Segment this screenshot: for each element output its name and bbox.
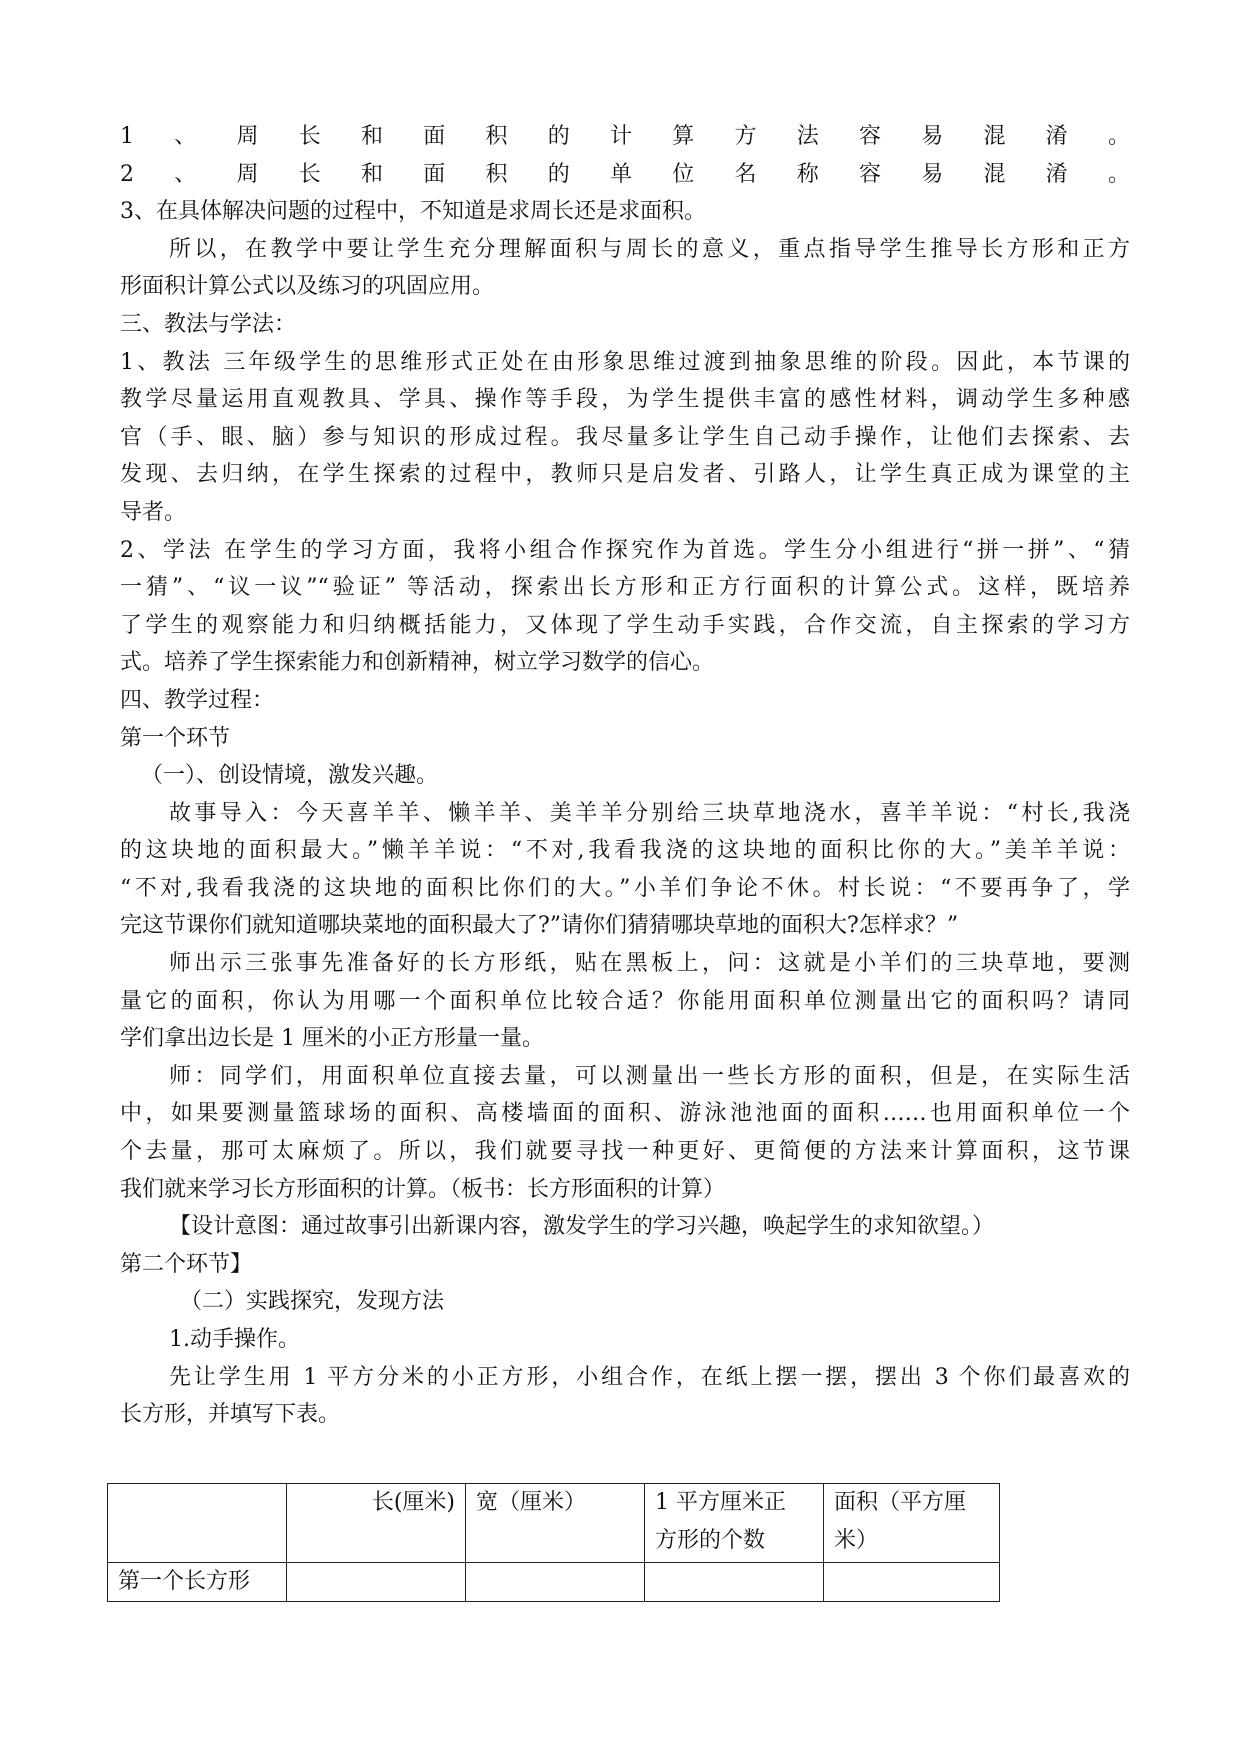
text-line: 所以，在教学中要让学生充分理解面积与周长的意义，重点指导学生推导长方形和正方 xyxy=(169,236,1130,262)
text-line: 形面积计算公式以及练习的巩固应用。 xyxy=(120,274,495,300)
text-line: 了学生的观察能力和归纳概括能力，又体现了学生动手实践，合作交流，自主探索的学习方 xyxy=(120,612,1130,638)
table-cell[interactable] xyxy=(287,1563,466,1602)
text-line: 学们拿出边长是 1 厘米的小正方形量一量。 xyxy=(120,1026,544,1052)
subsection-heading: 第二个环节】 xyxy=(120,1251,253,1277)
table-row xyxy=(108,1563,1000,1602)
rectangle-data-table xyxy=(107,1483,1000,1602)
text-line: 的这块地的面积最大。”懒羊羊说：“不对,我看我浇的这块地的面积比你的大。”美羊羊说： xyxy=(120,838,1130,864)
table-header-cell: 长(厘米) xyxy=(287,1484,466,1563)
text-line: 教学尽量运用直观教具、学具、操作等手段，为学生提供丰富的感性材料，调动学生多种感 xyxy=(120,387,1130,413)
text-line: “不对,我看我浇的这块地的面积比你们的大。”小羊们争论不休。村长说：“不要再争了，学 xyxy=(120,875,1130,901)
table-cell[interactable] xyxy=(645,1563,824,1602)
text-line: 长方形，并填写下表。 xyxy=(120,1402,341,1428)
table-cell[interactable] xyxy=(824,1563,1000,1602)
text-line: 个去量，那可太麻烦了。所以，我们就要寻找一种更好、更简便的方法来计算面积，这节课 xyxy=(120,1139,1130,1165)
table-cell: 第一个长方形 xyxy=(108,1563,287,1602)
text-line: 完这节课你们就知道哪块菜地的面积最大了?”请你们猜猜哪块草地的面积大?怎样求？” xyxy=(120,913,959,939)
subsection-heading: 第一个环节 xyxy=(120,725,231,751)
text-line: 导者。 xyxy=(120,499,187,525)
text-line: 式。培养了学生探索能力和创新精神，树立学习数学的信心。 xyxy=(120,650,715,676)
section-heading: 四、教学过程： xyxy=(120,687,275,713)
step-heading: 1.动手操作。 xyxy=(169,1327,300,1352)
text-line: 师：同学们，用面积单位直接去量，可以测量出一些长方形的面积，但是，在实际生活 xyxy=(169,1063,1130,1089)
text-line: 一猜”、“议一议”“验证” 等活动，探索出长方形和正方行面积的计算公式。这样，既培养 xyxy=(120,575,1130,601)
design-intent-note: 【设计意图：通过故事引出新课内容，激发学生的学习兴趣，唤起学生的求知欲望。） xyxy=(169,1214,995,1240)
table-header-cell: 面积（平方厘 米） xyxy=(824,1484,1000,1563)
table-header-cell xyxy=(108,1484,287,1563)
text-line: 发现、去归纳，在学生探索的过程中，教师只是启发者、引路人，让学生真正成为课堂的主 xyxy=(120,462,1130,488)
text-line: 3、在具体解决问题的过程中，不知道是求周长还是求面积。 xyxy=(120,199,706,225)
document-body xyxy=(120,118,1130,1434)
subsection-heading: （一）、创设情境，激发兴趣。 xyxy=(141,763,439,789)
text-line: 1、周长和面积的计算方法容易混淆。 xyxy=(120,124,1130,149)
text-line: 1、教法 三年级学生的思维形式正处在由形象思维过渡到抽象思维的阶段。因此，本节课的 xyxy=(120,349,1130,375)
text-line: 2、学法 在学生的学习方面，我将小组合作探究作为首选。学生分小组进行“拼一拼”、“猜 xyxy=(120,537,1130,563)
text-line: 量它的面积，你认为用哪一个面积单位比较合适？你能用面积单位测量出它的面积吗？请同 xyxy=(120,988,1130,1014)
text-line: 我们就来学习长方形面积的计算。（板书：长方形面积的计算） xyxy=(120,1176,726,1202)
text-line: 故事导入：今天喜羊羊、懒羊羊、美羊羊分别给三块草地浇水，喜羊羊说：“村长,我浇 xyxy=(169,800,1130,826)
text-line: 师出示三张事先准备好的长方形纸，贴在黑板上，问：这就是小羊们的三块草地，要测 xyxy=(169,951,1130,977)
text-line: 2、周长和面积的单位名称容易混淆。 xyxy=(120,161,1130,187)
table-header-row xyxy=(108,1484,1000,1563)
table-cell[interactable] xyxy=(466,1563,645,1602)
section-heading: 三、教法与学法： xyxy=(120,311,297,337)
text-line: 官（手、眼、脑）参与知识的形成过程。我尽量多让学生自己动手操作，让他们去探索、去 xyxy=(120,424,1130,450)
text-line: 先让学生用 1 平方分米的小正方形，小组合作，在纸上摆一摆，摆出 3 个你们最喜欢的 xyxy=(169,1364,1130,1390)
table-header-cell: 1 平方厘米正 方形的个数 xyxy=(645,1484,824,1563)
table-header-cell: 宽（厘米） xyxy=(466,1484,645,1563)
subsection-heading: （二）实践探究，发现方法 xyxy=(180,1289,445,1315)
text-line: 中，如果要测量篮球场的面积、高楼墙面的面积、游泳池池面的面积……也用面积单位一个 xyxy=(120,1101,1130,1127)
